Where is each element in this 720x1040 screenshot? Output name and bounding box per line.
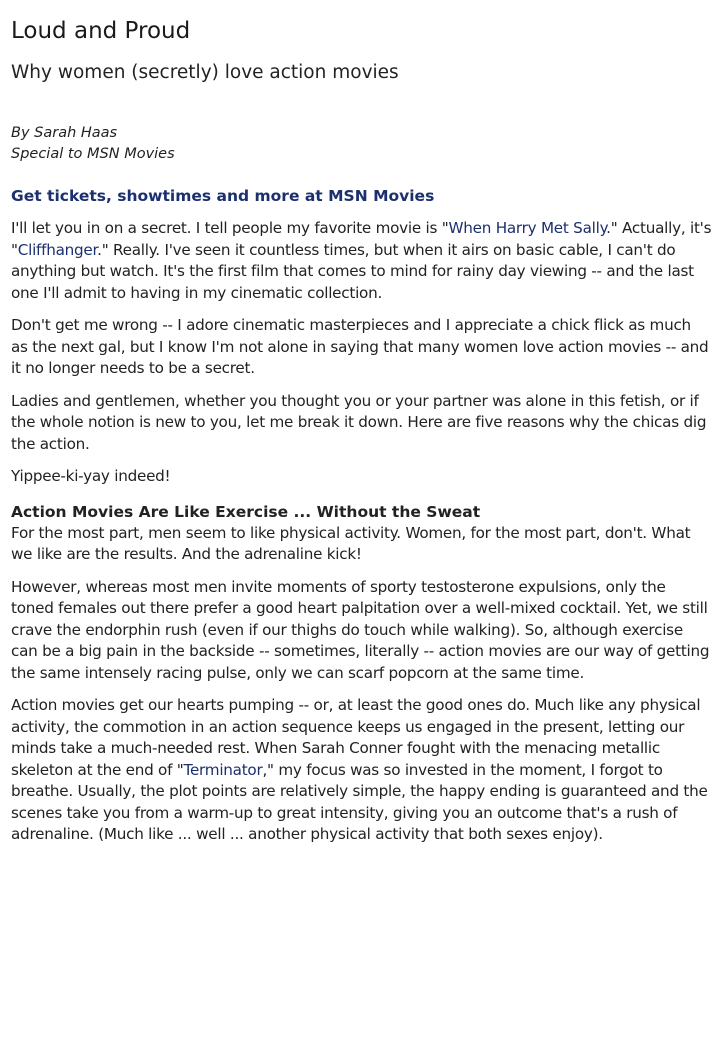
section-paragraph-1: For the most part, men seem to like physical activity. Women, for the most part, don't. What we like are the results. And the adrenaline kick! [11, 523, 691, 563]
byline [11, 123, 712, 165]
paragraph-text: ." Actually, it's " [11, 219, 712, 259]
section-heading: Action Movies Are Like Exercise ... Without the Sweat [11, 502, 481, 521]
paragraph-3: Ladies and gentlemen, whether you thought you or your partner was alone in this fetish, or if the whole notion is new to you, let me break it down. Here are five reasons why the chicas dig the action. [11, 391, 707, 453]
article-title: Loud and Proud [11, 18, 191, 44]
author-name: By Sarah Haas [11, 125, 118, 141]
paragraph-2: Don't get me wrong -- I adore cinematic masterpieces and I appreciate a chick flick as much as the next gal, but I know I'm not alone in saying that many women love action movies -- and it no longer needs to be a secret. [11, 316, 709, 377]
paragraph-text: I'll let you in on a secret. I tell people my favorite movie is " [11, 219, 449, 237]
section-paragraph-3 [11, 695, 712, 846]
author-affiliation: Special to MSN Movies [11, 146, 175, 162]
paragraph-4: Yippee-ki-yay indeed! [11, 467, 171, 485]
movie-link-cliffhanger[interactable]: Cliffhanger [17, 240, 98, 259]
movie-link-when-harry-met-sally[interactable]: When Harry Met Sally [448, 219, 607, 237]
paragraph-text: Action movies get our hearts pumping -- or, at least the good ones do. Much like any physical activity, the commotion in an action sequence keeps us engaged in the present, letting our minds take a much-needed rest. When Sarah Conner fought with the menacing metallic skeleton at the end of " [11, 696, 701, 779]
article-subtitle: Why women (secretly) love action movies [11, 62, 399, 83]
paragraph-text: ." Really. I've seen it countless times, but when it airs on basic cable, I can't do anything but watch. It's the first film that comes to mind for rainy day viewing -- and the last one I'll admit to having in my cinematic collection. [11, 240, 694, 302]
section-paragraph-2: However, whereas most men invite moments of sporty testosterone expulsions, only the toned females out there prefer a good heart palpitation over a well-mixed cocktail. Yet, we still crave the endorphin rush (even if our thighs do touch while walking). So, although exercise can be a big pain in the backside -- sometimes, literally -- action movies are our way of getting the same intensely racing pulse, only we can scarf popcorn at the same time. [11, 577, 710, 682]
paragraph-intro [11, 218, 712, 304]
paragraph-text: ," my focus was so invested in the moment, I forgot to breathe. Usually, the plot points are relatively simple, the happy ending is guaranteed and the scenes take you from a warm-up to great intensity, giving you an outcome that's a rush of adrenaline. (Much like ... well ... another physical activity that both sexes enjoy). [11, 760, 708, 843]
movie-link-terminator[interactable]: Terminator [183, 760, 263, 779]
promo-link[interactable]: Get tickets, showtimes and more at MSN Movies [11, 187, 435, 205]
